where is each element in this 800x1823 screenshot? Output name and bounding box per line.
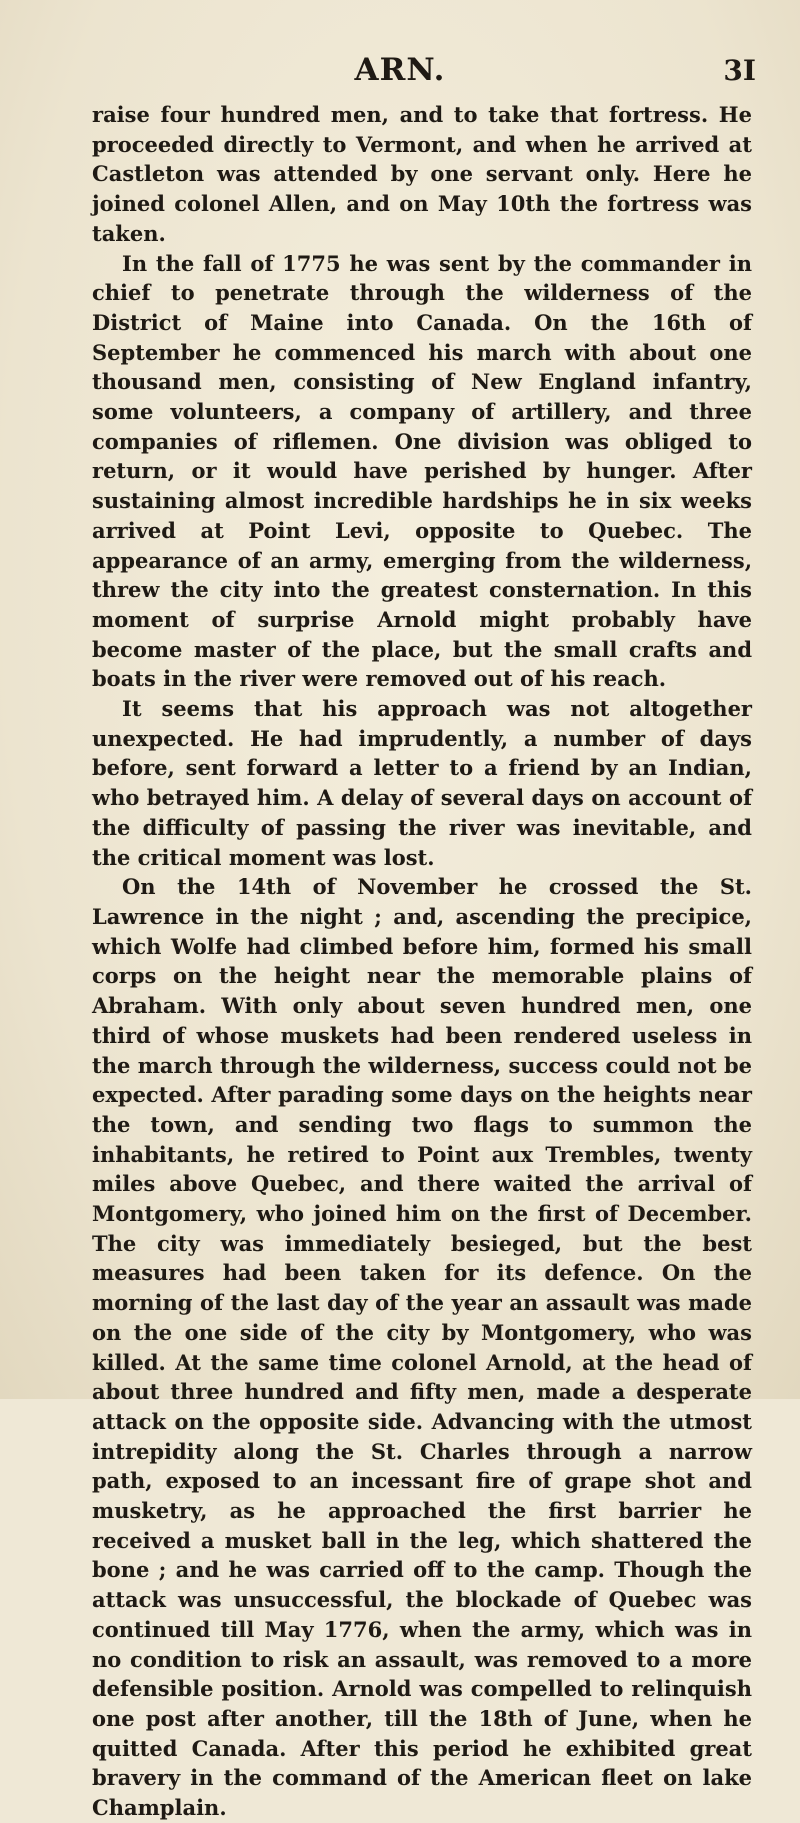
body-text	[92, 100, 752, 1823]
paragraph: It seems that his approach was not altogether unexpected. He had imprudently, a number of days before, sent forward a letter to a friend by an Indian, who betrayed him. A delay of several days on account of the difficulty of passing the river was inevitable, and the critical moment was lost.	[92, 696, 752, 870]
page-number: 3I	[723, 54, 756, 87]
paragraph: raise four hundred men, and to take that fortress. He proceeded directly to Vermont, and when he arrived at Castleton was attended by one servant only. Here he joined colonel Allen, and on May 10th the fortress was taken.	[92, 102, 752, 246]
running-head: ARN.	[354, 52, 446, 88]
paragraph: In the fall of 1775 he was sent by the commander in chief to penetrate through the wilderness of the District of Maine into Canada. On the 16th of September he commenced his march with about one thousand men, consisting of New England infantry, some volunteers, a company of artillery, and three companies of riflemen. One division was obliged to return, or it would have perished by hunger. After sustaining almost incredible hardships he in six weeks arrived at Point Levi, opposite to Quebec. The appearance of an army, emerging from the wilderness, threw the city into the greatest consternation. In this moment of surprise Arnold might probably have become master of the place, but the small crafts and boats in the river were removed out of his reach.	[92, 250, 752, 692]
page-header	[0, 52, 800, 92]
paragraph: On the 14th of November he crossed the St. Lawrence in the night ; and, ascending the precipice, which Wolfe had climbed before him, formed his small corps on the height near the memorable plains of Abraham. With only about seven hundred men, one third of whose muskets had been rendered useless in the march through the wilderness, success could not be expected. After parading some days on the heights near the town, and sending two flags to summon the inhabitants, he retired to Point aux Trembles, twenty miles above Quebec, and there waited the arrival of Montgomery, who joined him on the first of December. The city was immediately besieged, but the best measures had been taken for its defence. On the morning of the last day of the year an assault was made on the one side of the city by Montgomery, who was killed. At the same time colonel Arnold, at the head of about three hundred and fifty men, made a desperate attack on the opposite side. Advancing with the utmost intrepidity along the St. Charles through a narrow path, exposed to an incessant fire of grape shot and musketry, as he approached the first barrier he received a musket ball in the leg, which shattered the bone ; and he was carried off to the camp. Though the attack was unsuccessful, the blockade of Quebec was continued till May 1776, when the army, which was in no condition to risk an assault, was removed to a more defensible position. Arnold was compelled to relinquish one post after another, till the 18th of June, when he quitted Canada. After this period he exhibited great bravery in the command of the American fleet on lake Champlain.	[92, 874, 752, 1821]
